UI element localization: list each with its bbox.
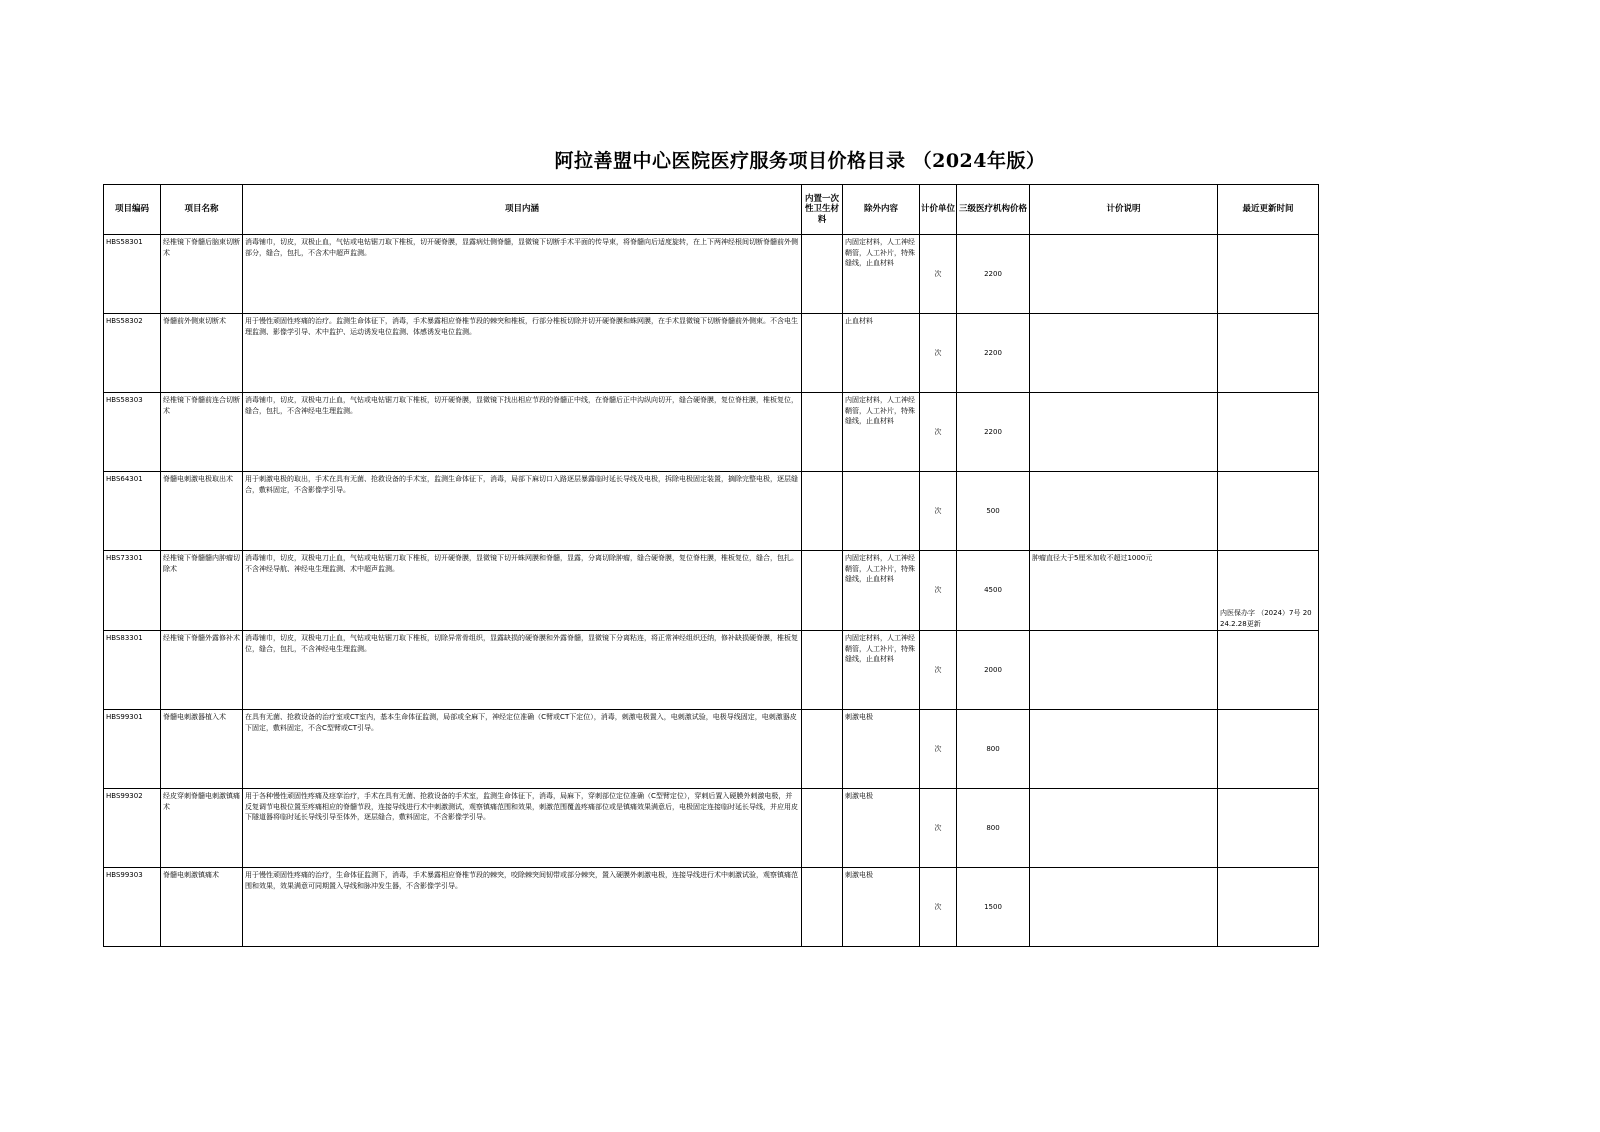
- cell-excluded: [843, 472, 920, 551]
- cell-name: 经椎镜下脊髓前连合切断术: [161, 393, 243, 472]
- cell-unit: 次: [920, 393, 957, 472]
- cell-material: [802, 551, 843, 631]
- cell-price: 4500: [957, 551, 1030, 631]
- cell-price: 1500: [957, 868, 1030, 947]
- cell-code: HBS58301: [104, 235, 161, 314]
- cell-update: [1218, 235, 1319, 314]
- cell-excluded: 内固定材料，人工神经鞘管，人工补片，特殊缝线，止血材料: [843, 551, 920, 631]
- cell-name: 脊髓前外侧束切断术: [161, 314, 243, 393]
- cell-update: [1218, 393, 1319, 472]
- cell-update: [1218, 789, 1319, 868]
- page-title: 阿拉善盟中心医院医疗服务项目价格目录 （2024年版）: [554, 150, 1046, 172]
- cell-pricing-note: [1030, 631, 1218, 710]
- cell-price: 500: [957, 472, 1030, 551]
- cell-content: 在具有无菌、抢救设备的治疗室或CT室内，基本生命体征监测，局部或全麻下，神经定位准确（C臂或CT下定位），消毒，刺激电极置入，电刺激试验，电极导线固定，电刺激器皮下固定，敷料固定，不含C型臂或CT引导。: [243, 710, 802, 789]
- cell-unit: 次: [920, 314, 957, 393]
- cell-unit: 次: [920, 235, 957, 314]
- cell-pricing-note: [1030, 710, 1218, 789]
- cell-content: 用于刺激电极的取出，手术在具有无菌、抢救设备的手术室，监测生命体征下，消毒，局部下麻切口入路逐层暴露临时延长导线及电极，拆除电极固定装置，摘除完整电极，逐层缝合，敷料固定，不含影像学引导。: [243, 472, 802, 551]
- header-content: 项目内涵: [243, 185, 802, 235]
- cell-content: 消毒铺巾，切皮，双极止血，气钻或电钻锯刀取下椎板，切开硬脊膜，显露病灶侧脊髓，显微镜下切断手术平面的传导束，将脊髓向后适度旋转，在上下两神经根间切断脊髓前外侧部分，缝合，包扎，不含术中超声监测。: [243, 235, 802, 314]
- cell-price: 2200: [957, 235, 1030, 314]
- cell-excluded: 刺激电极: [843, 710, 920, 789]
- cell-unit: 次: [920, 789, 957, 868]
- cell-unit: 次: [920, 868, 957, 947]
- cell-code: HBS64301: [104, 472, 161, 551]
- cell-content: 消毒铺巾，切皮，双极电刀止血，气钻或电钻锯刀取下椎板，切开硬脊膜，显微镜下切开蛛网膜和脊髓，显露，分离切除肿瘤，缝合硬脊膜，复位脊柱膜，椎板复位，缝合，包扎。不含神经导航、神经电生理监测、术中超声监测。: [243, 551, 802, 631]
- cell-update: [1218, 314, 1319, 393]
- cell-excluded: 刺激电极: [843, 789, 920, 868]
- header-material: 内置一次性卫生材料: [802, 185, 843, 235]
- cell-unit: 次: [920, 710, 957, 789]
- cell-excluded: 止血材料: [843, 314, 920, 393]
- header-name: 项目名称: [161, 185, 243, 235]
- cell-code: HBS99303: [104, 868, 161, 947]
- cell-name: 脊髓电刺激电极取出术: [161, 472, 243, 551]
- cell-pricing-note: [1030, 789, 1218, 868]
- cell-pricing-note: [1030, 235, 1218, 314]
- header-code: 项目编码: [104, 185, 161, 235]
- table-row: [104, 314, 1319, 393]
- cell-name: 经椎镜下脊髓外露修补术: [161, 631, 243, 710]
- cell-material: [802, 789, 843, 868]
- cell-excluded: 内固定材料，人工神经鞘管，人工补片，特殊缝线，止血材料: [843, 631, 920, 710]
- table-row: [104, 393, 1319, 472]
- cell-unit: 次: [920, 551, 957, 631]
- cell-content: 用于慢性顽固性疼痛的治疗。监测生命体征下，消毒，手术暴露相应脊椎节段的棘突和椎板，行部分椎板切除并切开硬脊膜和蛛网膜，在手术显微镜下切断脊髓前外侧束。不含电生理监测、影像学引导、术中监护、运动诱发电位监测、体感诱发电位监测。: [243, 314, 802, 393]
- header-update: 最近更新时间: [1218, 185, 1319, 235]
- cell-content: 用于各种慢性顽固性疼痛及痉挛治疗，手术在具有无菌、抢救设备的手术室，监测生命体征下，消毒，局麻下，穿刺部位定位准确（C型臂定位），穿刺后置入硬膜外刺激电极，并反复调节电极位置至疼痛相应的脊髓节段，连接导线进行术中刺激测试，观察镇痛范围和效果，刺激范围覆盖疼痛部位或是镇痛效果满意后，电极固定连接临时延长导线，并应用皮下隧道器将临时延长导线引导至体外，逐层缝合，敷料固定，不含影像学引导。: [243, 789, 802, 868]
- table-row: [104, 868, 1319, 947]
- cell-pricing-note: [1030, 314, 1218, 393]
- cell-code: HBS58302: [104, 314, 161, 393]
- cell-content: 消毒铺巾，切皮，双极电刀止血，气钻或电钻锯刀取下椎板，切除异常骨组织，显露缺损的硬脊膜和外露脊髓，显微镜下分离粘连，将正常神经组织还纳，修补缺损硬脊膜，椎板复位，缝合，包扎，不含神经电生理监测。: [243, 631, 802, 710]
- cell-update: [1218, 868, 1319, 947]
- cell-price: 2200: [957, 314, 1030, 393]
- cell-update: [1218, 710, 1319, 789]
- cell-material: [802, 235, 843, 314]
- cell-material: [802, 393, 843, 472]
- cell-name: 脊髓电刺激器植入术: [161, 710, 243, 789]
- cell-material: [802, 314, 843, 393]
- cell-material: [802, 472, 843, 551]
- cell-pricing-note: [1030, 393, 1218, 472]
- price-table: [103, 184, 1319, 947]
- header-price: 三级医疗机构价格: [957, 185, 1030, 235]
- cell-code: HBS73301: [104, 551, 161, 631]
- cell-pricing-note: 肿瘤直径大于5厘米加收不超过1000元: [1030, 551, 1218, 631]
- table-row: [104, 710, 1319, 789]
- cell-code: HBS99302: [104, 789, 161, 868]
- cell-update: 内医保办字 （2024）7号 2024.2.28更新: [1218, 551, 1319, 631]
- cell-material: [802, 710, 843, 789]
- cell-update: [1218, 472, 1319, 551]
- table-row: [104, 789, 1319, 868]
- cell-price: 2000: [957, 631, 1030, 710]
- cell-pricing-note: [1030, 868, 1218, 947]
- cell-price: 800: [957, 789, 1030, 868]
- cell-price: 2200: [957, 393, 1030, 472]
- cell-material: [802, 631, 843, 710]
- cell-code: HBS58303: [104, 393, 161, 472]
- cell-excluded: 刺激电极: [843, 868, 920, 947]
- cell-unit: 次: [920, 472, 957, 551]
- header-unit: 计价单位: [920, 185, 957, 235]
- cell-material: [802, 868, 843, 947]
- cell-name: 经椎镜下脊髓髓内肿瘤切除术: [161, 551, 243, 631]
- cell-name: 经椎镜下脊髓后脑束切断术: [161, 235, 243, 314]
- cell-excluded: 内固定材料，人工神经鞘管，人工补片，特殊缝线，止血材料: [843, 235, 920, 314]
- cell-price: 800: [957, 710, 1030, 789]
- table-row: [104, 551, 1319, 631]
- cell-name: 经皮穿刺脊髓电刺激镇痛术: [161, 789, 243, 868]
- header-excluded: 除外内容: [843, 185, 920, 235]
- cell-name: 脊髓电刺激镇痛术: [161, 868, 243, 947]
- header-pricing-note: 计价说明: [1030, 185, 1218, 235]
- table-row: [104, 235, 1319, 314]
- cell-content: 用于慢性顽固性疼痛的治疗，生命体征监测下，消毒，手术暴露相应脊椎节段的棘突，咬除棘突间韧带或部分棘突，置入硬膜外刺激电极，连接导线进行术中刺激试验，观察镇痛范围和效果，效果满意可同期置入导线和脉冲发生器，不含影像学引导。: [243, 868, 802, 947]
- cell-code: HBS99301: [104, 710, 161, 789]
- cell-code: HBS83301: [104, 631, 161, 710]
- header-row: [104, 185, 1319, 235]
- table-row: [104, 472, 1319, 551]
- cell-unit: 次: [920, 631, 957, 710]
- cell-excluded: 内固定材料，人工神经鞘管，人工补片，特殊缝线，止血材料: [843, 393, 920, 472]
- table-row: [104, 631, 1319, 710]
- cell-update: [1218, 631, 1319, 710]
- cell-content: 消毒铺巾，切皮，双极电刀止血，气钻或电钻锯刀取下椎板，切开硬脊膜，显微镜下找出相应节段的脊髓正中线，在脊髓后正中沟纵向切开，缝合硬脊膜，复位脊柱膜，椎板复位，缝合，包扎，不含神经电生理监测。: [243, 393, 802, 472]
- cell-pricing-note: [1030, 472, 1218, 551]
